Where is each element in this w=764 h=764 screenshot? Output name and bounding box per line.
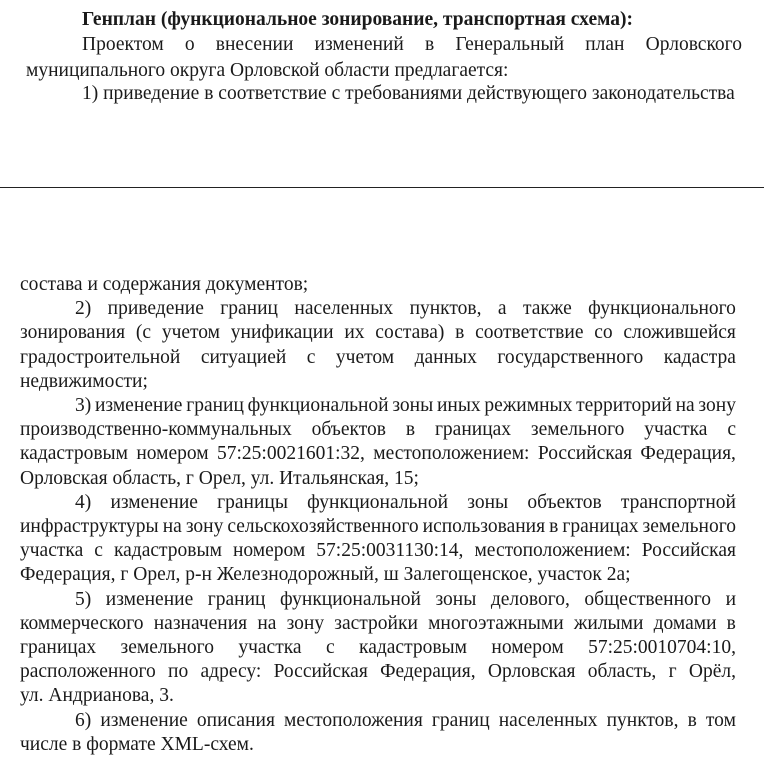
word: земельного xyxy=(530,419,625,441)
word: коммерческого xyxy=(20,612,144,634)
word: (с xyxy=(135,322,152,344)
text-line xyxy=(75,394,736,418)
word: участка xyxy=(238,637,302,658)
word: в xyxy=(405,419,416,441)
word: зону xyxy=(286,612,325,634)
word: кадастра xyxy=(663,346,736,368)
word: территорий xyxy=(576,395,672,416)
text-line xyxy=(75,709,736,733)
word: г xyxy=(668,661,677,683)
word: зону xyxy=(185,516,224,537)
word: соответствие xyxy=(475,322,584,344)
word: по xyxy=(168,661,189,683)
word: изменение xyxy=(94,395,183,416)
word: кадастровым xyxy=(20,443,128,465)
word: на xyxy=(257,612,277,634)
word: функциональной xyxy=(307,491,449,513)
text-line: ул. Андрианова, 3. xyxy=(20,685,174,707)
text-line: недвижимости; xyxy=(20,370,148,392)
word: местоположением: xyxy=(474,540,631,562)
word: описания xyxy=(196,709,275,731)
word: функциональной xyxy=(280,588,421,610)
text-line xyxy=(20,418,736,442)
word: земельного xyxy=(642,516,736,537)
word: Орловская xyxy=(487,661,576,683)
text-line: Федерация, г Орел, р-н Железнодорожный, ш Залегощенское, участок 2а; xyxy=(20,564,631,586)
word: границах xyxy=(20,637,97,658)
word: зоны xyxy=(467,491,509,513)
word: том xyxy=(705,709,736,731)
word: зоны xyxy=(392,395,434,416)
word: 3) xyxy=(75,395,92,416)
word: со xyxy=(594,322,613,344)
word: границах xyxy=(562,516,639,537)
text-line xyxy=(20,612,736,636)
word: унификации xyxy=(230,322,334,344)
word: с xyxy=(306,346,316,368)
text-line xyxy=(75,491,736,515)
word: в xyxy=(424,34,435,55)
word: 57:25:0031130:14, xyxy=(316,540,464,562)
scan-fragment-bottom xyxy=(0,189,764,764)
word: Российская xyxy=(273,661,368,683)
word: границ xyxy=(220,298,278,320)
word: участка xyxy=(644,419,708,441)
word: общественного xyxy=(584,588,712,610)
text-line: числе в формате XML-схем. xyxy=(20,733,254,755)
word: 6) xyxy=(75,709,92,731)
word: функционального xyxy=(588,298,736,320)
word: 57:25:0010704:10, xyxy=(588,637,736,658)
text-line xyxy=(82,33,742,57)
word: и xyxy=(725,588,736,610)
word: местоположением: xyxy=(373,443,530,465)
page-divider xyxy=(0,187,764,188)
word: границ xyxy=(186,395,244,416)
word: функциональной xyxy=(247,395,389,416)
text-line xyxy=(20,321,736,345)
word: государственного xyxy=(497,346,644,368)
word: пунктов, xyxy=(409,298,482,320)
word: Орловского xyxy=(645,34,742,55)
word: местоположения xyxy=(284,709,423,731)
word: земельного xyxy=(120,637,214,658)
word: использования xyxy=(422,516,546,537)
text-line: 1) приведение в соответствие с требованиями действующего законодательства xyxy=(82,83,735,104)
word: Генеральный xyxy=(455,34,565,55)
word: назначения xyxy=(153,612,248,634)
text-line xyxy=(75,588,736,612)
word: зону xyxy=(698,395,736,416)
word: данных xyxy=(414,346,477,368)
word: номером xyxy=(136,443,209,465)
word: с xyxy=(94,540,103,562)
word: производственно-коммунальных xyxy=(20,419,292,441)
word: границы xyxy=(217,491,288,513)
word: приведение xyxy=(107,298,204,320)
word: в xyxy=(549,516,559,537)
word: жилыми xyxy=(573,612,644,634)
word: 5) xyxy=(75,588,92,610)
word: учетом xyxy=(335,346,395,368)
word: изменение xyxy=(100,709,188,731)
word: домами xyxy=(653,612,717,634)
word: с xyxy=(727,419,736,441)
section-heading: Генплан (функциональное зонирование, транспортная схема): xyxy=(82,9,633,30)
word: Федерация, xyxy=(380,661,476,683)
word: также xyxy=(522,298,572,320)
word: а xyxy=(497,298,507,320)
word: кадастровым xyxy=(359,637,467,658)
word: пунктов, xyxy=(606,709,679,731)
word: кадастровым xyxy=(113,540,222,562)
word: транспортной xyxy=(620,491,736,513)
word: номером xyxy=(491,637,564,658)
word: изменение xyxy=(110,491,198,513)
word: Федерация, xyxy=(640,443,736,465)
text-line xyxy=(20,660,736,684)
word: внесении xyxy=(215,34,294,55)
word: расположенного xyxy=(20,661,156,683)
text-line: состава и содержания документов; xyxy=(20,274,309,295)
word: адресу: xyxy=(200,661,262,683)
word: в xyxy=(455,322,465,344)
word: границ xyxy=(207,588,266,610)
text-line xyxy=(20,636,736,660)
word: изменений xyxy=(314,34,404,55)
text-line xyxy=(20,346,736,370)
word: Проектом xyxy=(82,34,164,55)
word: ситуацией xyxy=(200,346,287,368)
word: зонирования xyxy=(20,322,126,344)
word: режимных xyxy=(484,395,573,416)
word: объектов xyxy=(527,491,602,513)
word: на xyxy=(675,395,695,416)
word: изменение xyxy=(105,588,194,610)
word: учетом xyxy=(161,322,221,344)
word: номером xyxy=(232,540,306,562)
word: Орёл, xyxy=(688,661,736,683)
word: 2) xyxy=(75,298,92,320)
word: сложившейся xyxy=(623,322,736,344)
word: на xyxy=(162,516,182,537)
word: область, xyxy=(587,661,657,683)
text-line xyxy=(20,539,736,563)
text-line: муниципального округа Орловской области предлагается: xyxy=(26,60,509,81)
word: многоэтажными xyxy=(428,612,564,634)
text-line xyxy=(20,515,736,539)
word: иных xyxy=(436,395,481,416)
word: сельскохозяйственного xyxy=(227,516,419,537)
word: их xyxy=(344,322,365,344)
text-line: Орловская область, г Орел, ул. Итальянская, 15; xyxy=(20,467,419,489)
word: градостроительной xyxy=(20,346,181,368)
text-line xyxy=(20,442,736,466)
word: состава) xyxy=(375,322,445,344)
word: в xyxy=(726,612,736,634)
word: 4) xyxy=(75,491,92,513)
word: Российская xyxy=(537,443,633,465)
word: инфраструктуры xyxy=(20,516,159,537)
word: зоны xyxy=(435,588,477,610)
text-line xyxy=(75,297,736,321)
word: границ xyxy=(431,709,490,731)
word: в xyxy=(687,709,697,731)
word: делового, xyxy=(490,588,570,610)
word: план xyxy=(585,34,625,55)
word: о xyxy=(184,34,195,55)
word: с xyxy=(325,637,335,658)
word: участка xyxy=(20,540,84,562)
word: 57:25:0021601:32, xyxy=(216,443,365,465)
scan-fragment-top xyxy=(0,0,764,188)
word: населенных xyxy=(498,709,598,731)
word: объектов xyxy=(311,419,386,441)
word: населенных xyxy=(294,298,394,320)
word: границах xyxy=(434,419,512,441)
word: Российская xyxy=(641,540,736,562)
word: застройки xyxy=(334,612,418,634)
